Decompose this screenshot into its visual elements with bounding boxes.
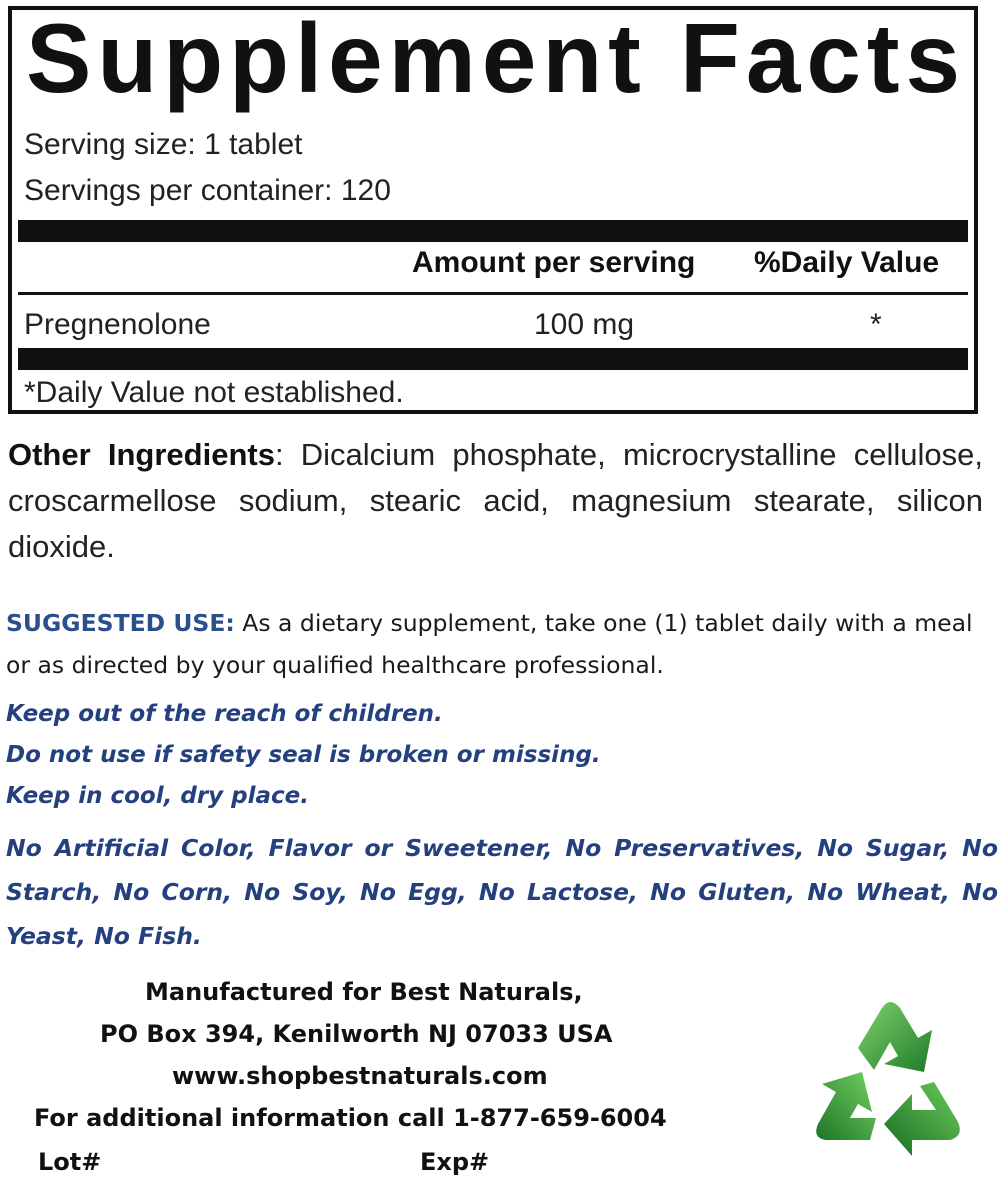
amount-per-serving-header: Amount per serving xyxy=(412,246,696,279)
exp-label: Exp# xyxy=(420,1148,490,1176)
thick-divider-bottom xyxy=(18,348,968,370)
suggested-use xyxy=(6,602,996,686)
daily-value-header: %Daily Value xyxy=(754,246,940,279)
warnings xyxy=(6,694,996,817)
recycle-icon xyxy=(800,990,980,1165)
manufacturer-website: www.shopbestnaturals.com xyxy=(172,1062,548,1090)
warning-line: Keep in cool, dry place. xyxy=(6,783,310,809)
ingredient-amount: 100 mg xyxy=(534,308,635,341)
manufacturer-address: PO Box 394, Kenilworth NJ 07033 USA xyxy=(100,1020,613,1048)
ingredient-daily-value: * xyxy=(870,308,882,341)
other-ingredients xyxy=(8,432,983,570)
other-ingredients-text: : Dicalcium phosphate, microcrystalline cellulose, croscarmellose sodium, stearic acid, magnesium stearate, silicon dioxide. xyxy=(8,437,983,564)
serving-size: Serving size: 1 tablet xyxy=(24,128,303,161)
thin-divider xyxy=(18,292,968,295)
warning-line: Keep out of the reach of children. xyxy=(6,701,443,727)
warning-line: Do not use if safety seal is broken or missing. xyxy=(6,742,601,768)
servings-per-container: Servings per container: 120 xyxy=(24,174,391,207)
lot-label: Lot# xyxy=(38,1148,102,1176)
free-from-statement: No Artificial Color, Flavor or Sweetener, No Preservatives, No Sugar, No Starch, No Corn, No Soy, No Egg, No Lactose, No Gluten, No Wheat, No Yeast, No Fish. xyxy=(6,834,998,950)
supplement-facts-panel xyxy=(8,3,978,414)
manufacturer-name: Manufactured for Best Naturals, xyxy=(145,978,583,1006)
manufacturer-phone: For additional information call 1-877-659-6004 xyxy=(34,1104,667,1132)
other-ingredients-label: Other Ingredients xyxy=(8,437,275,472)
suggested-use-label: SUGGESTED USE: xyxy=(6,609,235,637)
thick-divider-top xyxy=(18,220,968,242)
suggested-use-text: As a dietary supplement, take one (1) tablet daily with a meal or as directed by your qualified healthcare professional. xyxy=(6,609,973,679)
daily-value-footnote: *Daily Value not established. xyxy=(24,376,404,409)
facts-title: Supplement Facts xyxy=(26,3,967,113)
ingredient-name: Pregnenolone xyxy=(24,308,211,341)
